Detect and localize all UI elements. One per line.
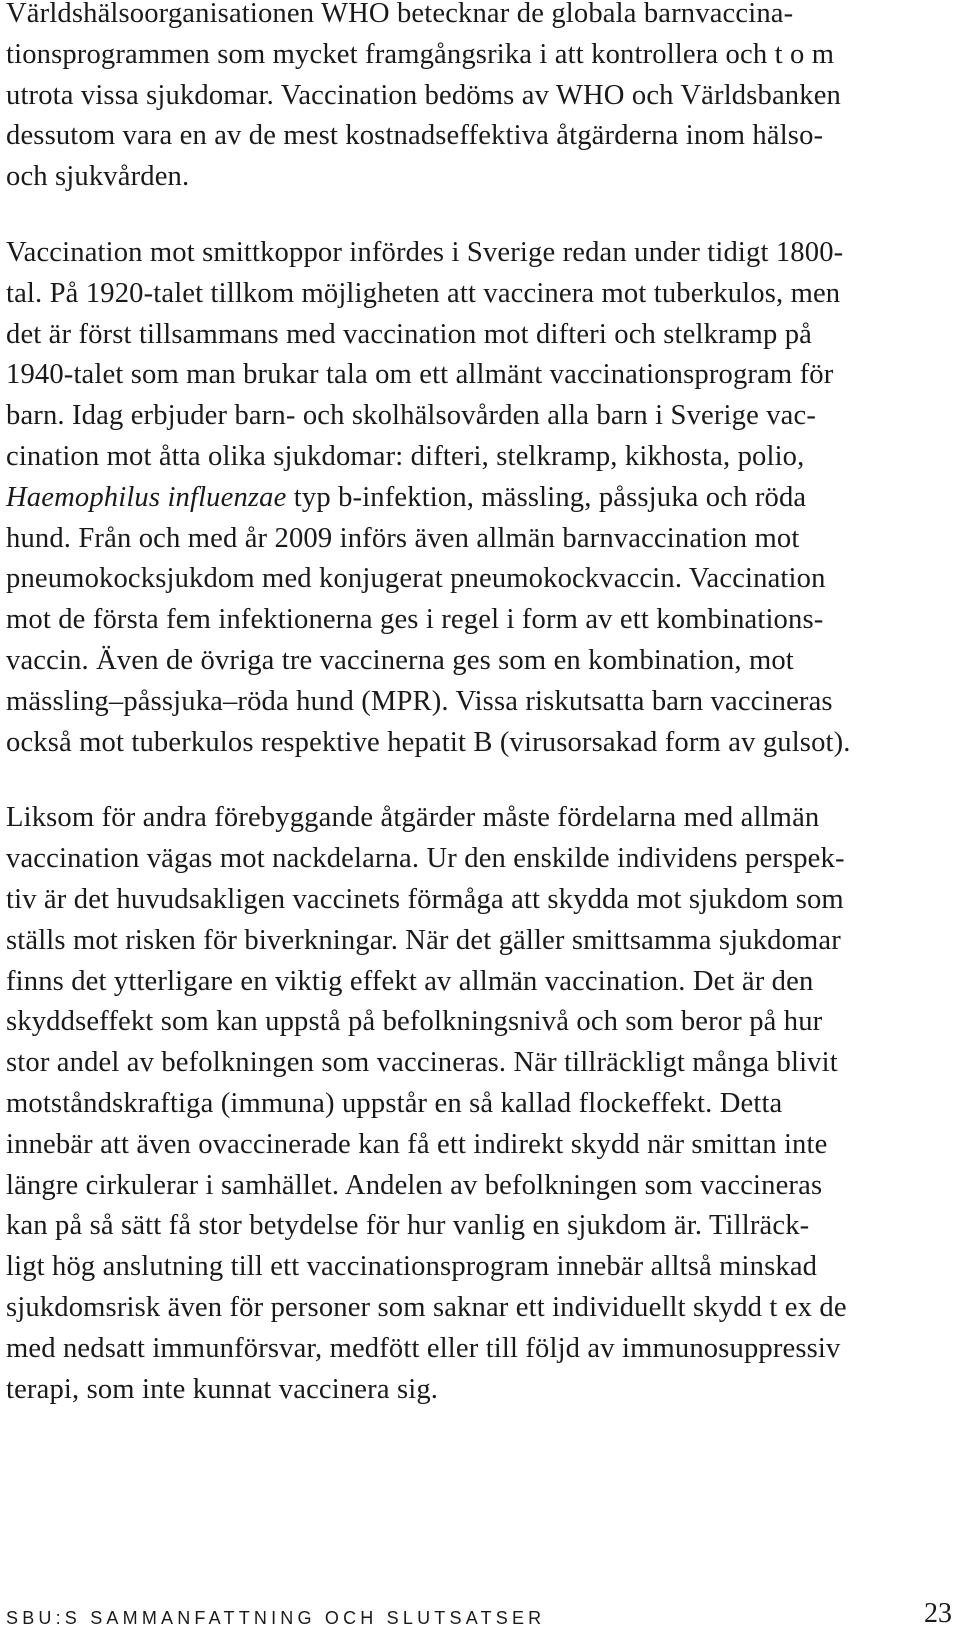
paragraph-benefits-and-herd-immunity (6, 798, 950, 1410)
text-line: Liksom för andra förebyggande åtgärder måste fördelarna med allmän (6, 802, 820, 834)
text-line: hund. Från och med år 2009 införs även allmän barnvaccination mot (6, 522, 800, 554)
text-line: Världshälsoorganisationen WHO betecknar de globala barnvaccina- (6, 0, 794, 29)
text-line: skyddseffekt som kan uppstå på befolkningsnivå och som beror på hur (6, 1006, 823, 1038)
text-line: 1940-talet som man brukar tala om ett allmänt vaccinationsprogram för (6, 359, 834, 391)
text-line: sjukdomsrisk även för personer som saknar ett individuellt skydd t ex de (6, 1291, 847, 1323)
text-line: utrota vissa sjukdomar. Vaccination bedöms av WHO och Världsbanken (6, 79, 841, 111)
text-line: terapi, som inte kunnat vaccinera sig. (6, 1373, 439, 1405)
text-line: det är först tillsammans med vaccination mot difteri och stelkramp på (6, 318, 812, 350)
text-line: och sjukvården. (6, 161, 190, 193)
text-line: vaccination vägas mot nackdelarna. Ur den enskilde individens perspek- (6, 843, 845, 875)
text-line: finns det ytterligare en viktig effekt av allmän vaccination. Det är den (6, 965, 814, 997)
paragraph-vaccination-history-sweden (6, 233, 950, 763)
text-line: pneumokocksjukdom med konjugerat pneumokockvaccin. Vaccination (6, 563, 826, 595)
paragraph-who-vaccination-programs (6, 0, 950, 198)
text-line: vaccin. Även de övriga tre vaccinerna ges som en kombination, mot (6, 644, 794, 676)
text-line: motståndskraftiga (immuna) uppstår en så kallad flockeffekt. Detta (6, 1087, 783, 1119)
text-line: också mot tuberkulos respektive hepatit B (virusorsakad form av gulsot). (6, 726, 851, 758)
italic-species-name: Haemophilus influenzae (6, 481, 287, 513)
footer-title: SBU:S SAMMANFATTNING OCH SLUTSATSER (6, 1608, 546, 1628)
text-line: ställs mot risken för biverkningar. När det gäller smittsamma sjukdomar (6, 924, 841, 956)
body-text (6, 0, 950, 1445)
text-line: med nedsatt immunförsvar, medfött eller till följd av immunosuppressiv (6, 1332, 841, 1364)
text-line: tionsprogrammen som mycket framgångsrika i att kontrollera och t o m (6, 38, 835, 70)
text-line: tiv är det huvudsakligen vaccinets förmåga att skydda mot sjukdom som (6, 883, 844, 915)
text-line: mot de första fem infektionerna ges i regel i form av ett kombinations- (6, 604, 824, 636)
text-line: Vaccination mot smittkoppor infördes i Sverige redan under tidigt 1800- (6, 236, 844, 268)
text-line: barn. Idag erbjuder barn- och skolhälsovården alla barn i Sverige vac- (6, 400, 817, 432)
text-line: dessutom vara en av de mest kostnadseffektiva åtgärderna inom hälso- (6, 120, 824, 152)
text-line (6, 478, 950, 519)
page-number: 23 (924, 1598, 952, 1629)
text-segment: typ b-infektion, mässling, påssjuka och röda (286, 481, 807, 513)
text-line: tal. På 1920-talet tillkom möjligheten att vaccinera mot tuberkulos, men (6, 277, 841, 309)
text-line: cination mot åtta olika sjukdomar: difteri, stelkramp, kikhosta, polio, (6, 440, 805, 472)
text-line: ligt hög anslutning till ett vaccinationsprogram innebär alltså minskad (6, 1251, 818, 1283)
text-line: längre cirkulerar i samhället. Andelen av befolkningen som vaccineras (6, 1169, 823, 1201)
text-line: stor andel av befolkningen som vaccineras. När tillräckligt många blivit (6, 1047, 838, 1079)
text-line: innebär att även ovaccinerade kan få ett indirekt skydd när smittan inte (6, 1128, 828, 1160)
text-line: mässling–påssjuka–röda hund (MPR). Vissa riskutsatta barn vaccineras (6, 685, 833, 717)
text-line: kan på så sätt få stor betydelse för hur vanlig en sjukdom är. Tillräck- (6, 1210, 810, 1242)
